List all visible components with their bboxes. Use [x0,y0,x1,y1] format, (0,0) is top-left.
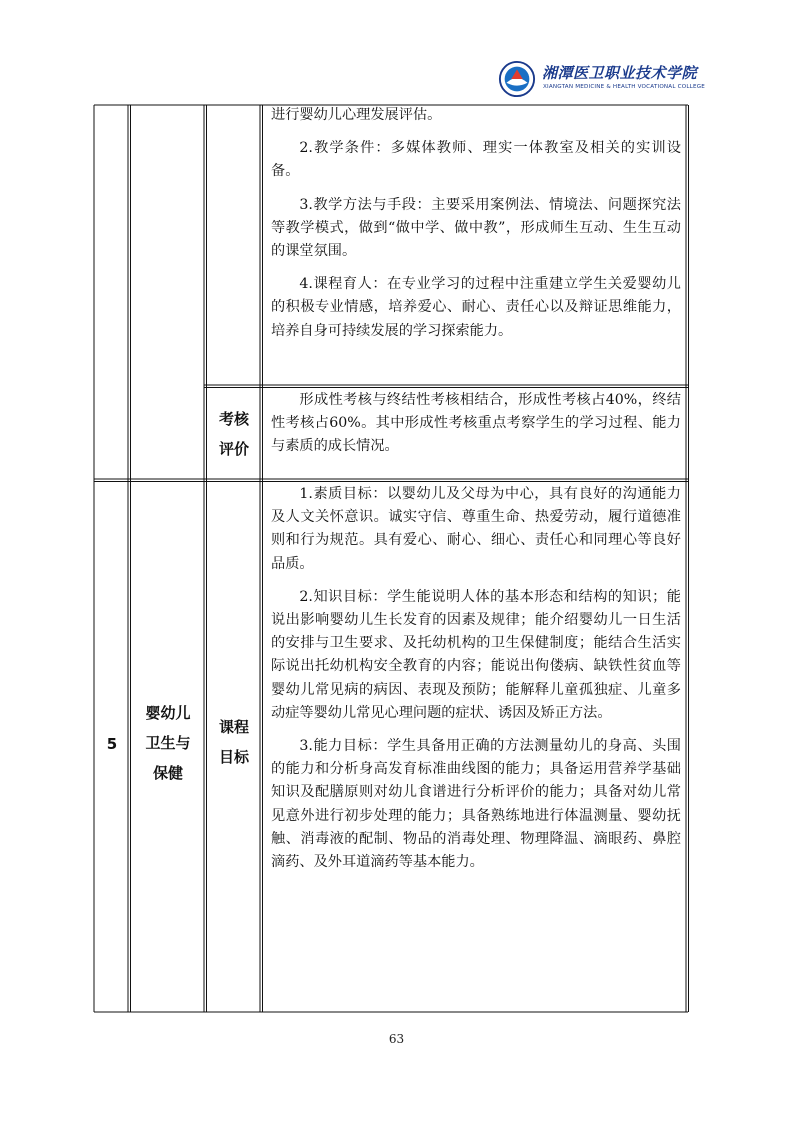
assessment-content-cell [271,389,681,459]
assessment-label-line2: 评价 [218,440,249,458]
assessment-label [206,406,262,462]
paragraph-ability-goal: 3.能力目标：学生具备用正确的方法测量幼儿的身高、头围的能力和分析身高发育标准曲线图的能力；具备运用营养学基础知识及配膳原则对幼儿食谱进行分析评价的能力；具备对幼儿常见意外进行初步处理的能力；具备熟练地进行体温测量、婴幼抚触、消毒液的配制、物品的消毒处理、物理降温、滴眼药、鼻腔滴药、及外耳道滴药等基本能力。 [271,738,681,871]
teaching-content-cell [271,104,681,343]
page-number: 63 [388,1032,405,1046]
paragraph-quality-goal: 1.素质目标：以婴幼儿及父母为中心，具有良好的沟通能力及人文关怀意识。诚实守信、尊重生命、热爱劳动，履行道德准则和行为规范。具有爱心、耐心、细心、责任心和同理心等良好品质。 [271,486,681,572]
course-goal-label-line1: 课程 [218,718,249,736]
course-name-line3: 保健 [152,764,183,782]
paragraph-teaching-methods: 3.教学方法与手段：主要采用案例法、情境法、问题探究法等教学模式，做到“做中学、做中教”，形成师生互动、生生互动的课堂氛围。 [271,196,681,260]
logo-chinese-name: 湘潭医卫职业技术学院 [542,64,698,82]
course-goals-cell [271,483,681,874]
row-number: 5 [106,735,118,753]
course-goal-label [206,714,262,770]
paragraph-course-education: 4.课程育人：在专业学习的过程中注重建立学生关爱婴幼儿的积极专业情感，培养爱心、耐心、责任心以及辩证思维能力，培养自身可持续发展的学习探索能力。 [271,276,681,339]
continued-line: 进行婴幼儿心理发展评估。 [271,107,442,123]
paragraph-knowledge-goal: 2.知识目标：学生能说明人体的基本形态和结构的知识；能说出影响婴幼儿生长发育的因素及规律；能介绍婴幼儿一日生活的安排与卫生要求、及托幼机构的卫生保健制度；能结合生活实际说出托幼机构安全教育的内容；能说出佝偻病、缺铁性贫血等婴幼儿常见病的病因、表现及预防；能解释儿童孤独症、儿童多动症等婴幼儿常见心理问题的症状、诱因及矫正方法。 [271,588,681,721]
assessment-text: 形成性考核与终结性考核相结合，形成性考核占40%，终结性考核占60%。其中形成性考核重点考察学生的学习过程、能力与素质的成长情况。 [271,392,681,455]
course-name-line2: 卫生与 [145,734,191,752]
course-name [130,700,206,786]
course-goal-label-line2: 目标 [218,748,249,766]
logo-english-name: XIANGTAN MEDICINE & HEALTH VOCATIONAL COLLEGE [543,84,705,90]
course-name-line1: 婴幼儿 [145,704,191,722]
paragraph-teaching-conditions: 2.教学条件：多媒体教师、理实一体教室及相关的实训设备。 [271,140,681,180]
assessment-label-line1: 考核 [218,410,249,428]
